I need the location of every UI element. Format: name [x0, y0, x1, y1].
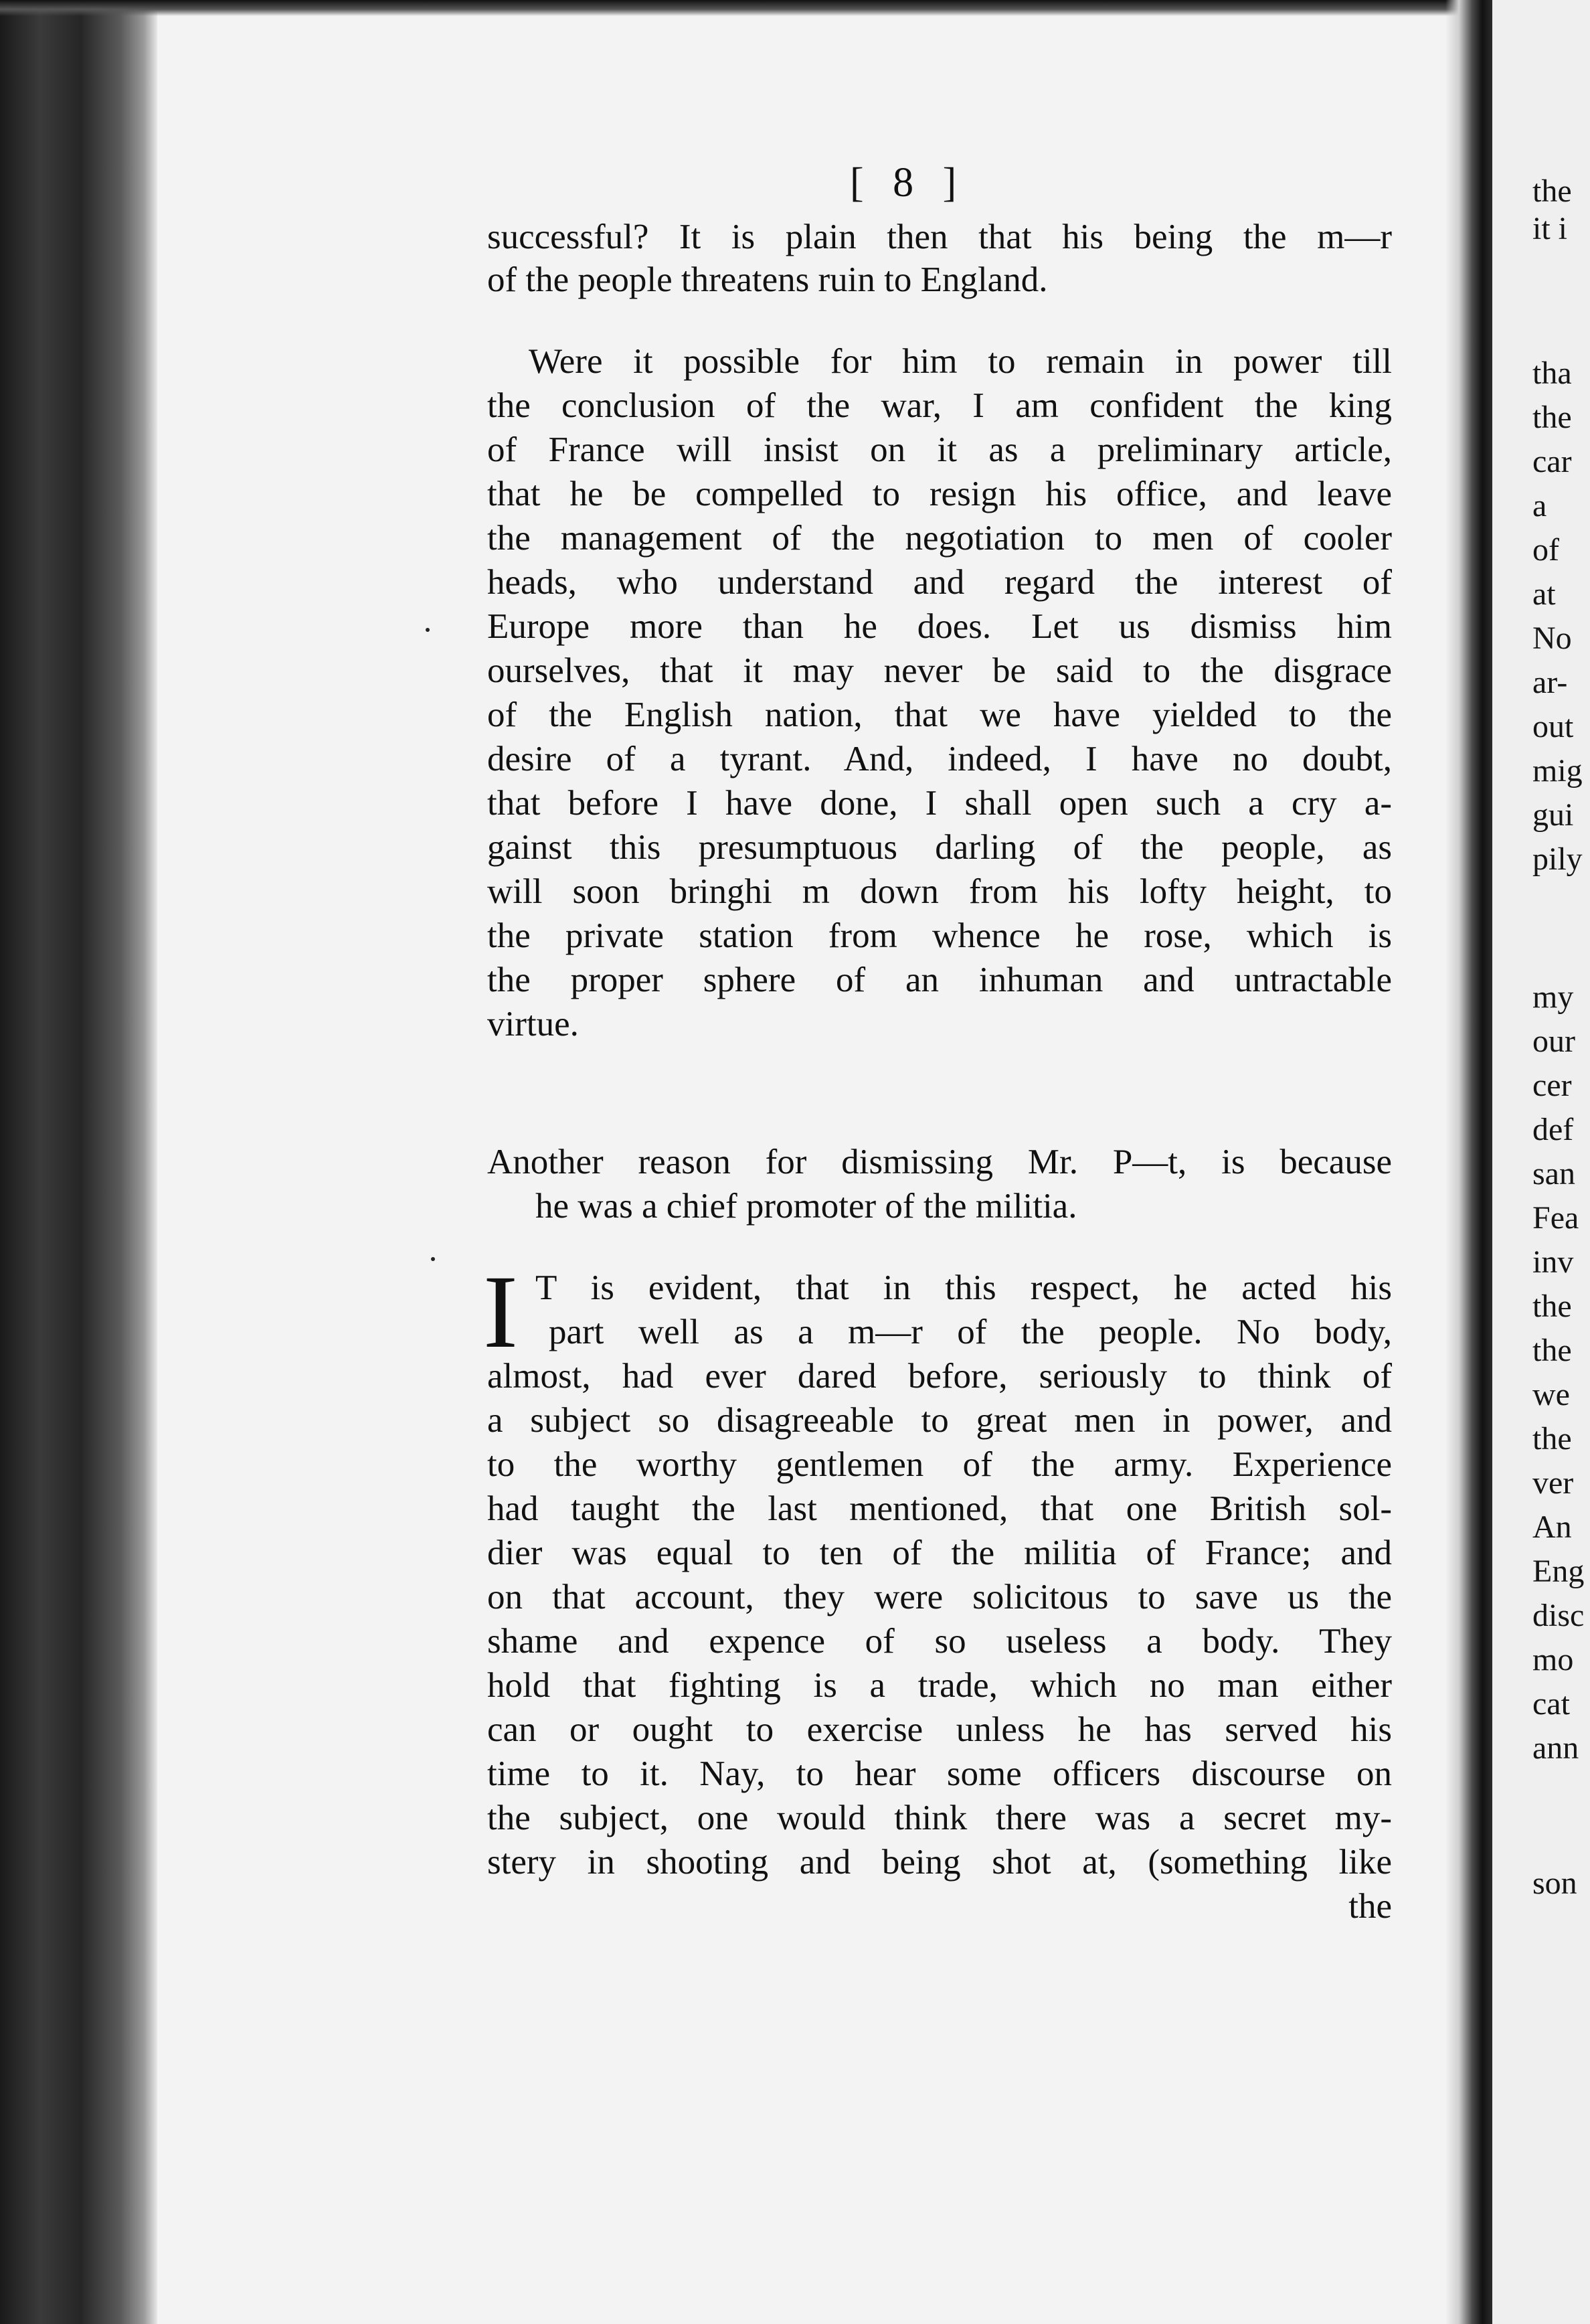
section-heading-line: Another reason for dismissing Mr. P—t, is because	[487, 1143, 1392, 1181]
top-edge-shadow	[0, 0, 1590, 16]
text-line: hold that fighting is a trade, which no man either	[487, 1666, 1392, 1705]
text-line: heads, who understand and regard the interest of	[487, 563, 1392, 602]
drop-cap: I	[483, 1254, 518, 1370]
facing-line: pily	[1532, 841, 1583, 877]
facing-line: the	[1532, 1421, 1572, 1457]
facing-line: def	[1532, 1112, 1574, 1147]
text-line: gainst this presumptuous darling of the people, as	[487, 828, 1392, 867]
text-line: had taught the last mentioned, that one British sol-	[487, 1489, 1392, 1528]
text-line: stery in shooting and being shot at, (something like	[487, 1843, 1392, 1882]
text-line: of the English nation, that we have yielded to the	[487, 695, 1392, 734]
text-line: dier was equal to ten of the militia of France; and	[487, 1533, 1392, 1572]
text-line: a subject so disagreeable to great men in power, and	[487, 1401, 1392, 1440]
facing-line: my	[1532, 979, 1574, 1015]
facing-line: cat	[1532, 1686, 1570, 1722]
text-line: desire of a tyrant. And, indeed, I have no doubt,	[487, 740, 1392, 778]
text-line: virtue.	[487, 1005, 579, 1044]
facing-line: No	[1532, 620, 1572, 656]
text-line: the conclusion of the war, I am confident the king	[487, 386, 1392, 425]
text-line: can or ought to exercise unless he has served his	[487, 1710, 1392, 1749]
text-line: Were it possible for him to remain in power till	[529, 342, 1392, 381]
facing-line: tha	[1532, 355, 1572, 391]
facing-line: Fea	[1532, 1200, 1579, 1236]
facing-line: ver	[1532, 1465, 1574, 1501]
facing-line: at	[1532, 576, 1556, 612]
gutter-fold-shadow	[1445, 0, 1492, 2324]
text-line: Europe more than he does. Let us dismiss him	[487, 607, 1392, 646]
facing-line: our	[1532, 1023, 1575, 1059]
facing-line: mig	[1532, 753, 1583, 788]
facing-line: gui	[1532, 797, 1574, 833]
facing-line: son	[1532, 1865, 1577, 1901]
text-line: the private station from whence he rose, which is	[487, 916, 1392, 955]
facing-line: mo	[1532, 1642, 1574, 1677]
text-line: to the worthy gentlemen of the army. Experience	[487, 1445, 1392, 1484]
text-line: shame and expence of so useless a body. They	[487, 1622, 1392, 1661]
text-line: will soon bringhi m down from his lofty height, to	[487, 872, 1392, 911]
ink-speck	[431, 1257, 435, 1261]
facing-line: ar-	[1532, 665, 1568, 700]
text-line: T is evident, that in this respect, he acted his	[535, 1268, 1392, 1307]
facing-line: An	[1532, 1509, 1572, 1545]
facing-line: a	[1532, 488, 1547, 523]
facing-line: san	[1532, 1156, 1575, 1191]
text-line: time to it. Nay, to hear some officers discourse on	[487, 1754, 1392, 1793]
facing-line: Eng	[1532, 1554, 1585, 1589]
catchword: the	[1348, 1887, 1392, 1926]
text-line: on that account, they were solicitous to save us the	[487, 1578, 1392, 1616]
facing-line: the	[1532, 1333, 1572, 1368]
page-number: [ 8 ]	[850, 160, 966, 205]
facing-line: inv	[1532, 1244, 1574, 1280]
facing-page-fragment	[1492, 0, 1590, 2324]
text-line: the management of the negotiation to men of cooler	[487, 519, 1392, 558]
book-binding	[0, 0, 157, 2324]
facing-line: of	[1532, 532, 1559, 568]
facing-line: car	[1532, 444, 1572, 479]
ink-speck	[426, 628, 430, 632]
text-line: successful? It is plain then that his being the m—r	[487, 218, 1392, 256]
facing-line: the	[1532, 400, 1572, 435]
text-line: that he be compelled to resign his office, and leave	[487, 475, 1392, 513]
facing-line: we	[1532, 1377, 1570, 1412]
facing-line: out	[1532, 709, 1574, 744]
facing-line: it i	[1532, 211, 1568, 246]
text-line: that before I have done, I shall open such a cry a-	[487, 784, 1392, 823]
facing-line: the	[1532, 173, 1572, 209]
text-line: of France will insist on it as a preliminary article,	[487, 430, 1392, 469]
text-line: the subject, one would think there was a secret my-	[487, 1799, 1392, 1837]
facing-line: ann	[1532, 1730, 1579, 1766]
facing-line: the	[1532, 1289, 1572, 1324]
text-line: ourselves, that it may never be said to the disgrace	[487, 651, 1392, 690]
facing-line: disc	[1532, 1598, 1585, 1633]
section-heading-line: he was a chief promoter of the militia.	[535, 1187, 1077, 1226]
facing-line: cer	[1532, 1068, 1572, 1103]
text-line: part well as a m—r of the people. No body,	[549, 1313, 1392, 1351]
text-line: the proper sphere of an inhuman and untractable	[487, 961, 1392, 999]
text-line: of the people threatens ruin to England.	[487, 260, 1048, 299]
text-line: almost, had ever dared before, seriously to think of	[487, 1357, 1392, 1396]
